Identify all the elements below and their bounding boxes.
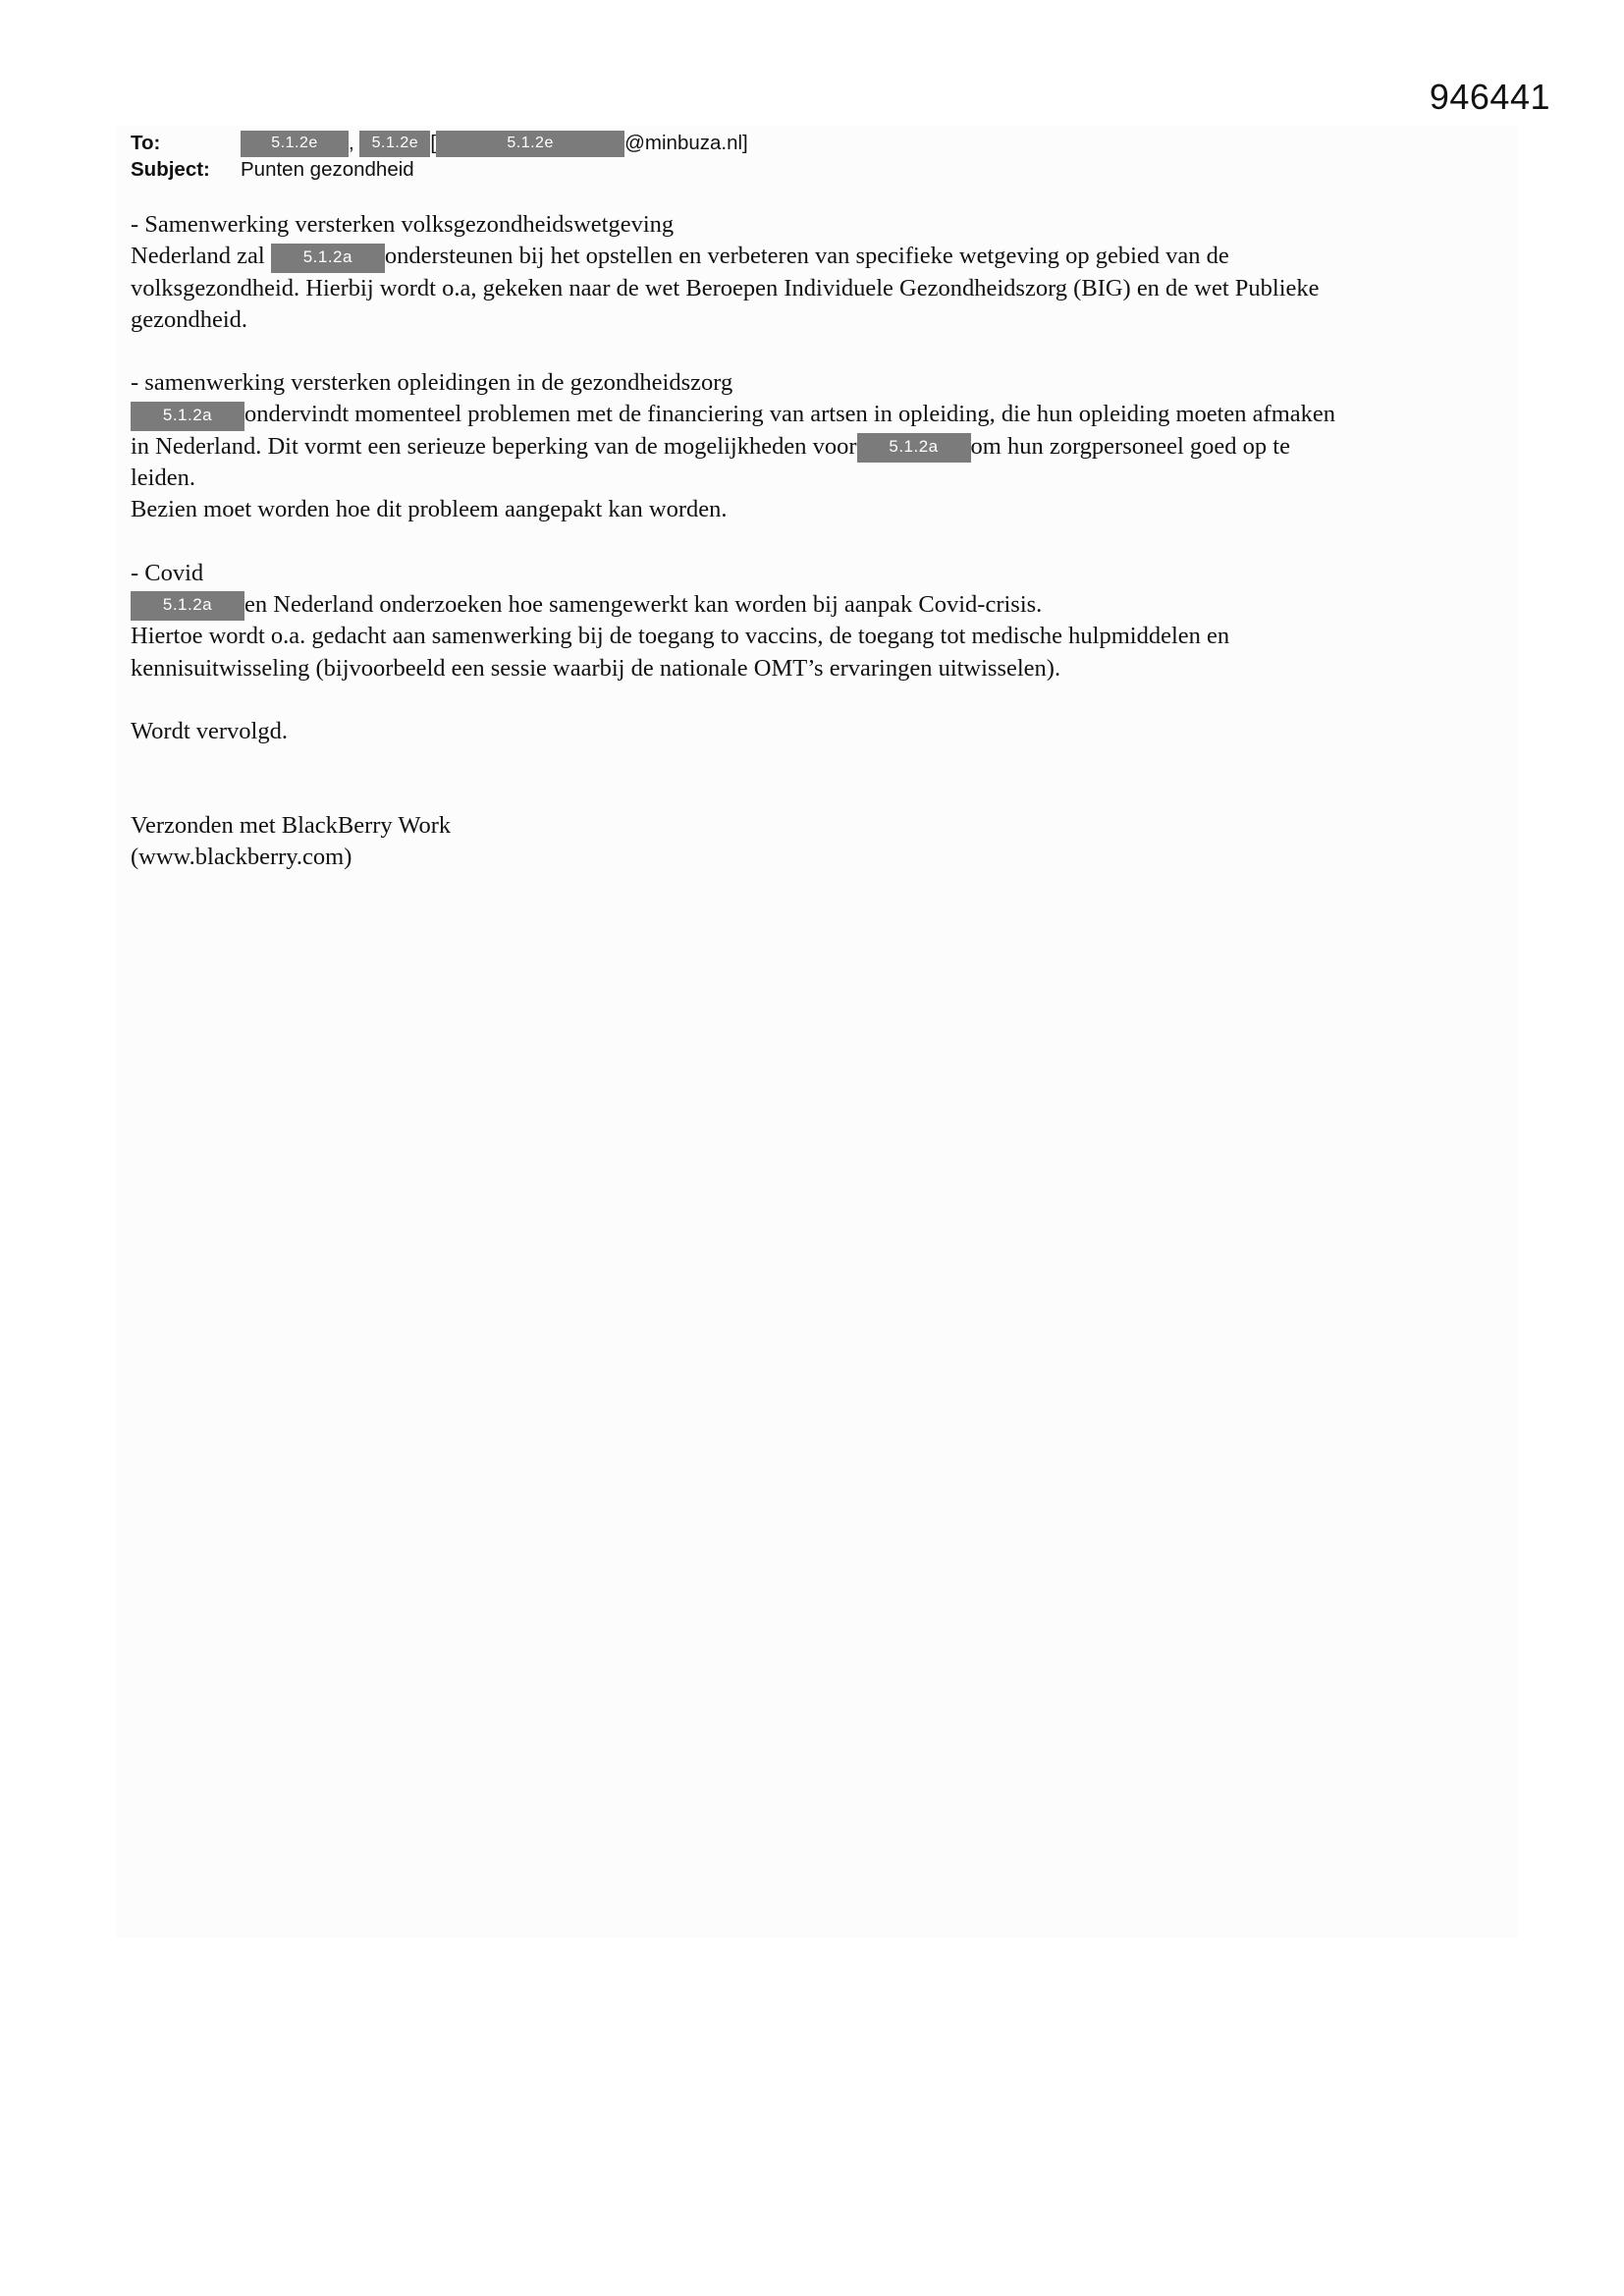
redaction-box: 5.1.2e xyxy=(241,131,349,157)
body-line: Hiertoe wordt o.a. gedacht aan samenwerking bij de toegang to vaccins, de toegang tot medische hulpmiddelen en xyxy=(131,623,1230,650)
body-line xyxy=(131,241,1525,272)
body-line: kennisuitwisseling (bijvoorbeeld een sessie waarbij de nationale OMT’s ervaringen uitwisselen). xyxy=(131,654,1061,682)
closing-line: Wordt vervolgd. xyxy=(131,717,288,744)
body-line xyxy=(131,589,1525,621)
signature-link: (www.blackberry.com) xyxy=(131,844,352,871)
redaction-box: 5.1.2e xyxy=(359,131,430,157)
subject-value: Punten gezondheid xyxy=(241,158,414,181)
body-line: leiden. xyxy=(131,465,195,492)
section-training xyxy=(131,367,1525,525)
to-separator: , xyxy=(349,132,354,154)
subject-label: Subject: xyxy=(131,158,210,181)
redaction-box: 5.1.2e xyxy=(436,131,624,157)
to-bracket: [ xyxy=(430,132,437,154)
to-value xyxy=(241,130,748,157)
body-text: ondersteunen bij het opstellen en verbeteren van specifieke wetgeving op gebied van de xyxy=(384,243,1229,270)
redaction-box: 5.1.2a xyxy=(857,433,971,463)
section-legislation xyxy=(131,209,1525,336)
body-text: om hun zorgpersoneel goed op te xyxy=(970,432,1290,460)
email-body xyxy=(131,209,1525,905)
body-line: gezondheid. xyxy=(131,305,248,333)
body-line xyxy=(131,399,1525,430)
redaction-box: 5.1.2a xyxy=(131,402,244,431)
body-text: in Nederland. Dit vormt een serieuze beperking van de mogelijkheden voor xyxy=(131,432,857,460)
body-line: Bezien moet worden hoe dit probleem aangepakt kan worden. xyxy=(131,496,728,523)
document-number: 946441 xyxy=(1429,77,1550,117)
body-line xyxy=(131,431,1525,463)
body-text: Nederland zal xyxy=(131,243,265,270)
body-line: volksgezondheid. Hierbij wordt o.a, gekeken naar de wet Beroepen Individuele Gezondheidszorg (BIG) en de wet Publieke xyxy=(131,274,1320,301)
body-text: ondervindt momenteel problemen met de financiering van artsen in opleiding, die hun opleiding moeten afmaken xyxy=(244,401,1336,428)
to-label: To: xyxy=(131,132,161,154)
redaction-box: 5.1.2a xyxy=(271,244,385,273)
section-heading: - Covid xyxy=(131,559,204,586)
body-text: en Nederland onderzoeken hoe samengewerkt kan worden bij aanpak Covid-crisis. xyxy=(244,590,1043,618)
to-domain: @minbuza.nl] xyxy=(624,132,748,154)
signature-line: Verzonden met BlackBerry Work xyxy=(131,812,452,840)
section-heading: - Samenwerking versterken volksgezondheidswetgeving xyxy=(131,211,675,238)
redaction-box: 5.1.2a xyxy=(131,591,244,621)
section-covid xyxy=(131,558,1525,684)
email-signature xyxy=(131,810,1525,873)
section-heading: - samenwerking versterken opleidingen in de gezondheidszorg xyxy=(131,369,733,397)
